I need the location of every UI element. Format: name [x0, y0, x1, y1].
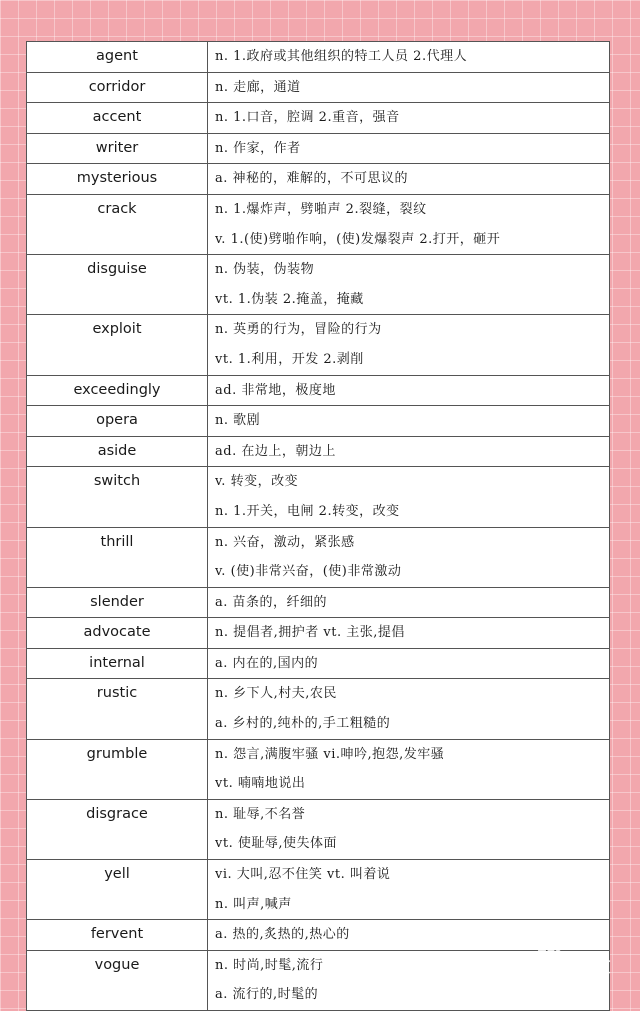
word-cell: [27, 255, 208, 315]
definition-cell: [208, 527, 610, 587]
definition-cell: [208, 42, 610, 73]
definition-cell: [208, 164, 610, 195]
vocab-word: fervent: [90, 926, 144, 943]
vocab-row: [27, 618, 610, 649]
vocabulary-table-body: [27, 42, 610, 1011]
watermark-url: jingyan.baidu.com: [516, 986, 609, 997]
vocab-row: [27, 436, 610, 467]
definition-line: n. 1.爆炸声，劈啪声 2.裂缝，裂纹: [215, 201, 427, 217]
definition-line: ad. 非常地，极度地: [215, 382, 336, 398]
watermark-logo-text: Baidu经验: [496, 953, 611, 978]
vocab-word: accent: [92, 109, 142, 126]
definition-line: n. 伪装，伪装物: [215, 262, 315, 278]
vocab-word: yell: [104, 866, 130, 883]
vocab-word: writer: [95, 139, 139, 156]
vocab-row: [27, 739, 610, 799]
word-cell: [27, 103, 208, 134]
definition-line: vt. 1.利用，开发 2.剥削: [215, 351, 364, 367]
definition-line: n. 英勇的行为，冒险的行为: [215, 322, 382, 338]
definition-cell: [208, 255, 610, 315]
definition-cell: [208, 133, 610, 164]
word-cell: [27, 739, 208, 799]
vocab-row: [27, 587, 610, 618]
definition-line: n. 1.口音，腔调 2.重音，强音: [215, 110, 400, 126]
definition-line: n. 时尚,时髦,流行: [215, 957, 324, 973]
word-cell: [27, 860, 208, 920]
definition-cell: [208, 648, 610, 679]
vocab-row: [27, 164, 610, 195]
definition-line: v. 转变，改变: [215, 474, 299, 490]
word-cell: [27, 587, 208, 618]
vocab-row: [27, 679, 610, 739]
vocab-word: advocate: [83, 624, 151, 641]
definition-line: a. 流行的,时髦的: [215, 987, 319, 1003]
vocab-word: crack: [97, 200, 137, 217]
definition-line: n. 提倡者,拥护者 vt. 主张,提倡: [215, 625, 405, 641]
definition-line: vt. 1.伪装 2.掩盖，掩藏: [215, 291, 364, 307]
word-cell: [27, 648, 208, 679]
vocab-word: switch: [93, 473, 141, 490]
vocab-row: [27, 648, 610, 679]
definition-line: vt. 喃喃地说出: [215, 776, 306, 792]
vocab-row: [27, 467, 610, 527]
definition-cell: [208, 739, 610, 799]
vocab-word: internal: [89, 654, 145, 671]
word-cell: [27, 527, 208, 587]
vocabulary-sheet: [26, 41, 610, 1011]
definition-line: a. 内在的,国内的: [215, 655, 319, 671]
definition-line: n. 乡下人,村夫,农民: [215, 686, 337, 702]
vocab-row: [27, 375, 610, 406]
vocab-word: thrill: [100, 533, 134, 550]
word-cell: [27, 618, 208, 649]
definition-line: n. 歌剧: [215, 413, 261, 429]
vocab-word: disguise: [87, 261, 147, 278]
definition-cell: [208, 679, 610, 739]
definition-line: a. 神秘的，难解的，不可思议的: [215, 171, 409, 187]
definition-cell: [208, 72, 610, 103]
vocab-row: [27, 860, 610, 920]
word-cell: [27, 679, 208, 739]
vocab-row: [27, 799, 610, 859]
definition-cell: [208, 587, 610, 618]
vocab-word: exceedingly: [73, 381, 161, 398]
vocab-word: slender: [90, 593, 144, 610]
definition-line: a. 苗条的，纤细的: [215, 594, 328, 610]
vocab-word: agent: [96, 48, 138, 64]
vocabulary-table: [26, 41, 610, 1011]
vocab-row: [27, 194, 610, 254]
definition-line: n. 作家，作者: [215, 140, 301, 156]
definition-line: v. 1.(使)劈啪作响，(使)发爆裂声 2.打开，砸开: [215, 231, 501, 247]
word-cell: [27, 406, 208, 437]
definition-cell: [208, 618, 610, 649]
definition-cell: [208, 406, 610, 437]
definition-line: n. 叫声,喊声: [215, 896, 292, 912]
vocab-word: rustic: [96, 685, 138, 702]
definition-cell: [208, 375, 610, 406]
definition-cell: [208, 860, 610, 920]
word-cell: [27, 467, 208, 527]
definition-line: ad. 在边上，朝边上: [215, 443, 336, 459]
definition-line: n. 耻辱,不名誉: [215, 806, 306, 822]
vocab-word: grumble: [86, 745, 148, 762]
vocab-word: disgrace: [86, 805, 148, 822]
definition-line: vt. 使耻辱,使失体面: [215, 836, 337, 852]
vocab-word: aside: [97, 442, 137, 459]
definition-line: n. 1.政府或其他组织的特工人员 2.代理人: [215, 49, 468, 64]
word-cell: [27, 436, 208, 467]
definition-cell: [208, 103, 610, 134]
vocab-word: mysterious: [76, 170, 158, 187]
word-cell: [27, 42, 208, 73]
word-cell: [27, 950, 208, 1010]
word-cell: [27, 375, 208, 406]
word-cell: [27, 799, 208, 859]
vocab-row: [27, 42, 610, 73]
vocab-row: [27, 527, 610, 587]
word-cell: [27, 920, 208, 951]
definition-line: n. 怨言,满腹牢骚 vi.呻吟,抱怨,发牢骚: [215, 746, 445, 762]
vocab-word: exploit: [92, 321, 142, 338]
word-cell: [27, 133, 208, 164]
definition-line: a. 乡村的,纯朴的,手工粗糙的: [215, 716, 391, 732]
vocab-row: [27, 406, 610, 437]
definition-line: n. 兴奋，激动，紧张感: [215, 534, 355, 550]
definition-line: v. (使)非常兴奋，(使)非常激动: [215, 564, 402, 580]
vocab-row: [27, 255, 610, 315]
vocab-row: [27, 315, 610, 375]
vocab-word: vogue: [94, 956, 140, 973]
baidu-paw-logo-icon: [494, 942, 634, 982]
definition-line: n. 1.开关，电闸 2.转变，改变: [215, 503, 400, 519]
vocab-word: opera: [96, 412, 138, 429]
vocab-row: [27, 103, 610, 134]
definition-cell: [208, 436, 610, 467]
baidu-jingyan-watermark: [494, 942, 634, 1004]
vocab-row: [27, 133, 610, 164]
definition-cell: [208, 315, 610, 375]
word-cell: [27, 72, 208, 103]
vocab-word: corridor: [88, 78, 146, 95]
word-cell: [27, 194, 208, 254]
word-cell: [27, 315, 208, 375]
definition-cell: [208, 194, 610, 254]
word-cell: [27, 164, 208, 195]
definition-line: n. 走廊，通道: [215, 79, 301, 95]
definition-line: a. 热的,炙热的,热心的: [215, 927, 350, 943]
definition-cell: [208, 799, 610, 859]
vocab-row: [27, 72, 610, 103]
definition-cell: [208, 467, 610, 527]
definition-line: vi. 大叫,忍不住笑 vt. 叫着说: [215, 867, 391, 883]
